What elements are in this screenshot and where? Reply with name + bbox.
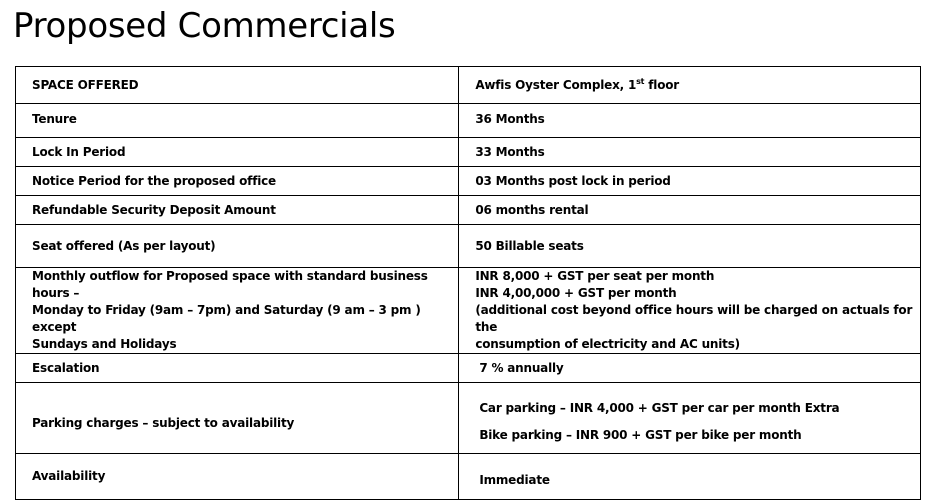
row-value [459,67,921,104]
value-text: Awfis Oyster Complex, 1 [475,77,637,92]
table-row [16,383,921,454]
value-line: INR 4,00,000 + GST per month [475,286,677,300]
row-value: 03 Months post lock in period [459,167,921,196]
row-label: Seat offered (As per layout) [16,225,459,268]
parking-car-line: Car parking – INR 4,000 + GST per car per month Extra [479,401,840,415]
commercials-table [15,66,921,500]
parking-bike-line: Bike parking – INR 900 + GST per bike per month [479,428,802,442]
row-label [16,268,459,354]
value-line: consumption of electricity and AC units) [475,337,740,351]
row-value: 33 Months [459,138,921,167]
table-row [16,225,921,268]
table-row [16,167,921,196]
table-row [16,196,921,225]
value-line: (additional cost beyond office hours will be charged on actuals for the [475,303,913,334]
row-value: Immediate [459,454,921,500]
value-superscript: st [636,76,645,86]
row-label: SPACE OFFERED [16,67,459,104]
value-line: INR 8,000 + GST per seat per month [475,269,715,283]
parking-spacer [475,417,920,427]
row-label: Lock In Period [16,138,459,167]
row-label: Tenure [16,104,459,138]
row-label: Refundable Security Deposit Amount [16,196,459,225]
row-value: 06 months rental [459,196,921,225]
label-line: Monthly outflow for Proposed space with standard business hours – [32,269,428,300]
row-label: Escalation [16,354,459,383]
table-row [16,454,921,500]
row-label: Availability [16,454,459,500]
table-row [16,354,921,383]
table-row [16,104,921,138]
row-value: 50 Billable seats [459,225,921,268]
label-line: Sundays and Holidays [32,337,177,351]
row-value: 36 Months [459,104,921,138]
row-label: Parking charges – subject to availability [16,383,459,454]
row-value [459,268,921,354]
table-row [16,138,921,167]
row-value: 7 % annually [459,354,921,383]
value-text-tail: floor [644,77,680,92]
row-value [459,383,921,454]
table-row [16,67,921,104]
table-row [16,268,921,354]
label-line: Monday to Friday (9am – 7pm) and Saturday (9 am – 3 pm ) except [32,303,421,334]
row-label: Notice Period for the proposed office [16,167,459,196]
page-title: Proposed Commercials [13,6,396,46]
